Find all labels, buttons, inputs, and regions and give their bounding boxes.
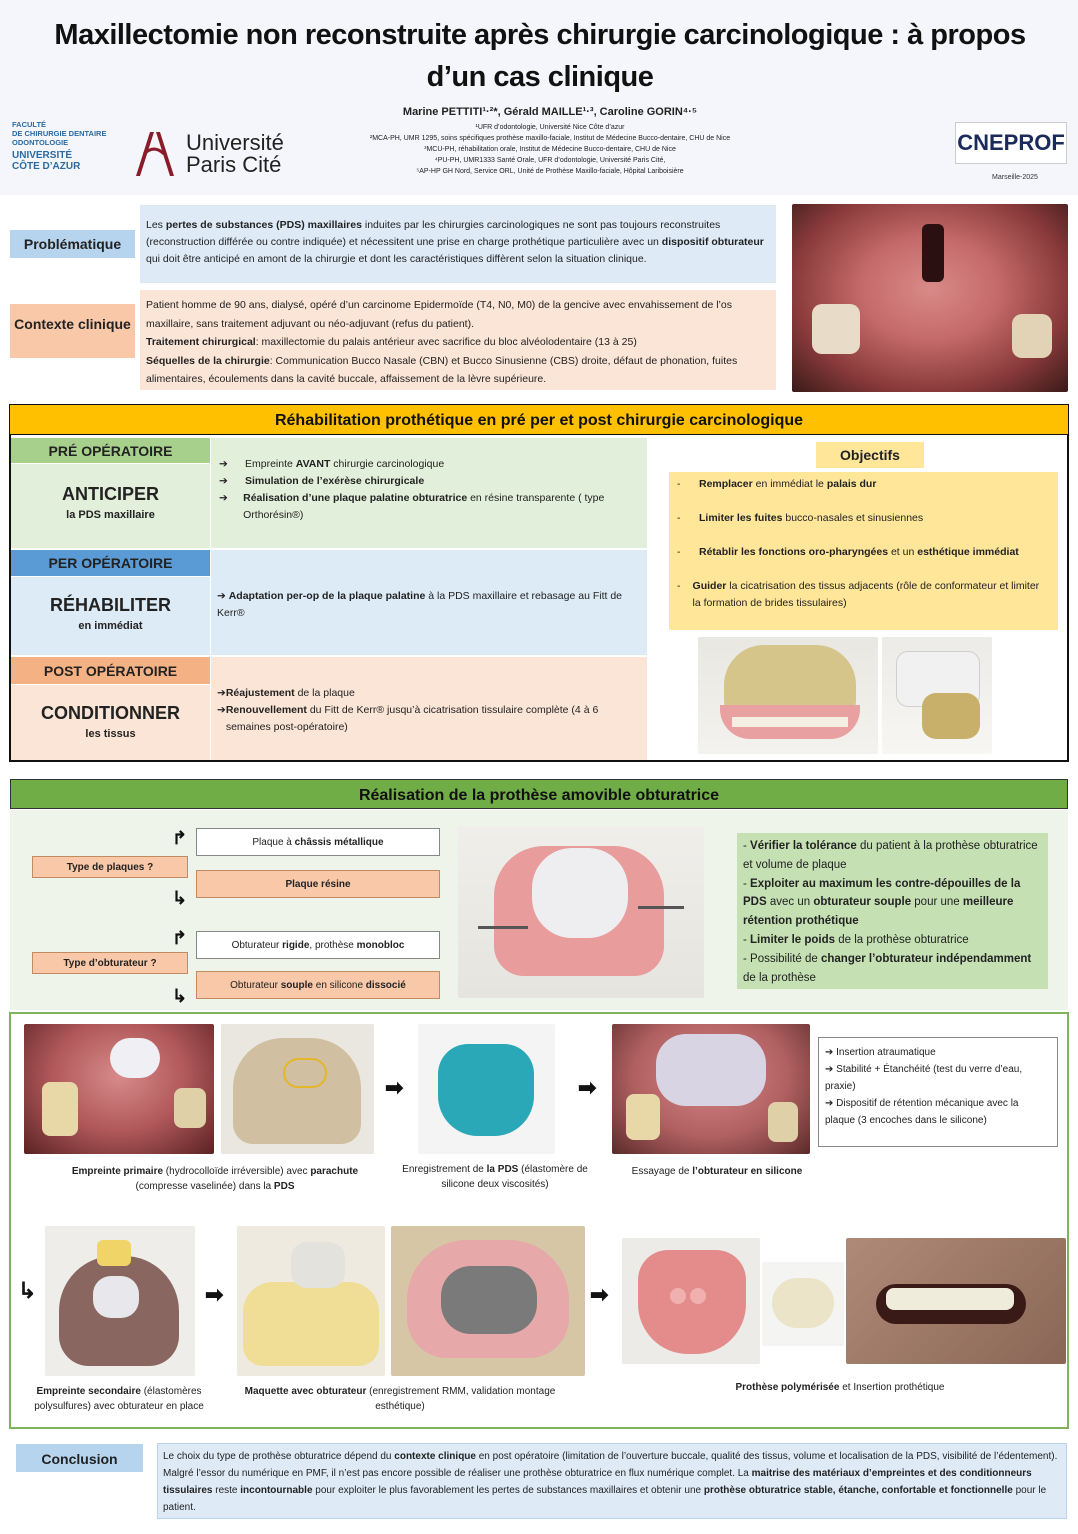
option-resine: Plaque résine [196, 870, 440, 898]
affiliation-line: ⁴PU-PH, UMR1333 Santé Orale, UFR d’odontologie, Université Paris Cité, [434, 157, 666, 164]
realisation-points: - Vérifier la tolérance du patient à la prothèse obturatrice et volume de plaque - Exploiter au maximum les contre-dépouilles de la PDS avec un obturateur souple pour une meilleure rétention prothétique - Limiter le poids de la prothèse obturatrice - Possibilité de changer l’obturateur indépendamment de la prothèse [737, 833, 1048, 989]
caption-empreinte-primaire: Empreinte primaire (hydrocolloïde irréversible) avec parachute (compresse vaselinée) dans la PDS [71, 1166, 359, 1192]
step-arrow: ➡ [205, 1282, 224, 1307]
conclusion-text: Le choix du type de prothèse obturatrice dépend du contexte clinique en post opératoire (limitation de l’ouverture buccale, qualité des tissus, volume et localisation de la PDS, visibilité de l’édentement). Malgré l’essor du numérique en PMF, il n’est pas encore possible de réaliser une prothèse obturatrice en flux numérique complet. La maitrise des matériaux d’empreintes et des conditionneurs tissulaires reste incontournable pour exploiter le plus favorablement les pertes de substances maxillaires et obtenir une prothèse obturatrice stable, étanche, confortable et fonctionnelle pour le patient. [157, 1443, 1067, 1519]
pre-op-items: ➔ Empreinte AVANT chirurgie carcinologique ➔ Simulation de l’exérèse chirurgicale ➔ Réalisation d’une plaque palatine obturatrice en résine transparente ( type Orthorésin®) [211, 438, 647, 548]
post-op-items: ➔Réajustement de la plaque ➔ Renouvellement du Fitt de Kerr® jusqu’à cicatrisation tissulaire complète (4 à 6 semaines post-opératoire) [211, 657, 647, 760]
photo-empreinte-secondaire [45, 1226, 195, 1376]
faculty-logo: FACULTÉ DE CHIRURGIE DENTAIRE ODONTOLOGIE [12, 120, 107, 147]
contexte-text: Patient homme de 90 ans, dialysé, opéré d’un carcinome Epidermoïde (T4, N0, M0) de la gencive avec envahissement de l’os maxillaire, sans traitement adjuvant ou néo-adjuvant (refus du patient). Traitement chirurgical: maxillectomie du palais antérieur avec sacrifice du bloc alvéolodentaire (13 à 25) Séquelles de la chirurgie: Communication Bucco Nasale (CBN) et Bucco Sinusienne (CBS) droite, défaut de phonation, fuites alimentaires, écoulements dans la cavité buccale, affaissement de la lèvre supérieure. [140, 290, 776, 390]
step-arrow: ➡ [590, 1282, 609, 1307]
conclusion-label: Conclusion [16, 1444, 143, 1472]
contexte-label: Contexte clinique [10, 304, 135, 358]
post-op-head: POST OPÉRATOIRE [11, 657, 210, 684]
question-obturateur: Type d’obturateur ? [32, 952, 188, 974]
rehab-title: Réhabilitation prothétique en pré per et post chirurgie carcinologique [10, 405, 1068, 435]
curl-arrow-up-1: ↱ [172, 828, 188, 848]
photo-enregistrement-pds [418, 1024, 555, 1154]
post-op-label: CONDITIONNER les tissus [11, 685, 210, 760]
option-rigide: Obturateur rigide, prothèse monobloc [196, 931, 440, 959]
authors: Marine PETTITI¹·²*, Gérald MAILLE¹·³, Caroline GORIN⁴·⁵ [402, 106, 698, 118]
poster-title: Maxillectomie non reconstruite après chirurgie carcinologique : à propos d’un cas clinique [54, 19, 1026, 93]
step-arrow: ➡ [578, 1075, 597, 1100]
problematique-text: Les pertes de substances (PDS) maxillaires induites par les chirurgies carcinologiques ne sont pas toujours reconstruites (reconstruction différée ou contre indiquée) et nécessitent une prise en charge prothétique particulière avec un dispositif obturateur qui doit être anticipé en amont de la chirurgie et dont les caractéristiques diffèrent selon la situation clinique. [140, 205, 776, 283]
affiliations [300, 122, 800, 177]
photo-plaque-model [698, 637, 878, 754]
caption-maquette: Maquette avec obturateur (enregistrement RMM, validation montage esthétique) [244, 1386, 556, 1412]
per-op-items: ➔ Adaptation per-op de la plaque palatine à la PDS maxillaire et rebasage au Fitt de Kerr® [211, 550, 647, 655]
pre-op-label: ANTICIPER la PDS maxillaire [11, 464, 210, 548]
photo-empreinte-primaire [24, 1024, 214, 1154]
option-chassis: Plaque à châssis métallique [196, 828, 440, 856]
photo-maquette [237, 1226, 385, 1376]
curl-arrow-down-1: ↳ [172, 888, 188, 908]
event-label: Marseille-2025 [992, 174, 1038, 181]
per-op-head: PER OPÉRATOIRE [11, 550, 210, 576]
question-plaques: Type de plaques ? [32, 856, 188, 878]
photo-obturator-prosthesis [458, 826, 704, 998]
per-op-label: RÉHABILITER en immédiat [11, 577, 210, 655]
objectifs-title: Objectifs [816, 442, 924, 468]
caption-enregistrement: Enregistrement de la PDS (élastomère de silicone deux viscosités) [402, 1164, 588, 1190]
photo-modele-platre [221, 1024, 374, 1154]
objectifs-list: - Remplacer en immédiat le palais dur - Limiter les fuites bucco-nasales et sinusiennes - Rétablir les fonctions oro-pharyngées et un esthétique immédiat - Guider la cicatrisation des tissus adjacents (rôle de conformateur et limiter la formation de brides tissulaires) [669, 472, 1058, 630]
realisation-title: Réalisation de la prothèse amovible obturatrice [10, 779, 1068, 809]
cneprof-logo: CNEPROF [955, 122, 1067, 164]
uca-logo: UNIVERSITÉ CÔTE D’AZUR [12, 150, 81, 172]
option-souple: Obturateur souple en silicone dissocié [196, 971, 440, 999]
caption-prothese: Prothèse polymérisée et Insertion prothétique [735, 1382, 945, 1393]
photo-sourire-patient [846, 1238, 1066, 1364]
affiliation-line: ⁵AP-HP GH Nord, Service ORL, Unité de Prothèse Maxillo-faciale, Hôpital Lariboisière [416, 168, 684, 175]
photo-plaque-resine [882, 637, 992, 754]
photo-prothese-polymerisee [622, 1238, 760, 1364]
clinical-photo-pds [792, 204, 1068, 392]
caption-essayage: Essayage de l’obturateur en silicone [631, 1166, 803, 1177]
step-arrow: ➡ [385, 1075, 404, 1100]
insertion-box: ➔ Insertion atraumatique ➔ Stabilité + Étanchéité (test du verre d’eau, praxie) ➔ Dispositif de rétention mécanique avec la plaque (3 encoches dans le silicone) [818, 1037, 1058, 1147]
curl-arrow-step: ↳ [18, 1278, 37, 1303]
photo-essayage-obturateur [612, 1024, 810, 1154]
affiliation-line: ²MCA-PH, UMR 1295, soins spécifiques prothèse maxillo-faciale, Institut de Médecine Bucco-dentaire, CHU de Nice [369, 135, 731, 142]
curl-arrow-up-2: ↱ [172, 928, 188, 948]
caption-empreinte-secondaire: Empreinte secondaire (élastomères polysulfures) avec obturateur en place [34, 1386, 204, 1412]
photo-obturateur-silicone [762, 1262, 844, 1346]
affiliation-line: ³MCU-PH, réhabilitation orale, Institut de Médecine Bucco-dentaire, CHU de Nice [424, 146, 676, 153]
upc-logo: Université Paris Cité [130, 124, 300, 182]
affiliation-line: ¹UFR d’odontologie, Université Nice Côte d’azur [475, 124, 625, 131]
curl-arrow-down-2: ↳ [172, 986, 188, 1006]
photo-maquette-modele [391, 1226, 585, 1376]
pre-op-head: PRÉ OPÉRATOIRE [11, 438, 210, 463]
problematique-label: Problématique [10, 230, 135, 258]
